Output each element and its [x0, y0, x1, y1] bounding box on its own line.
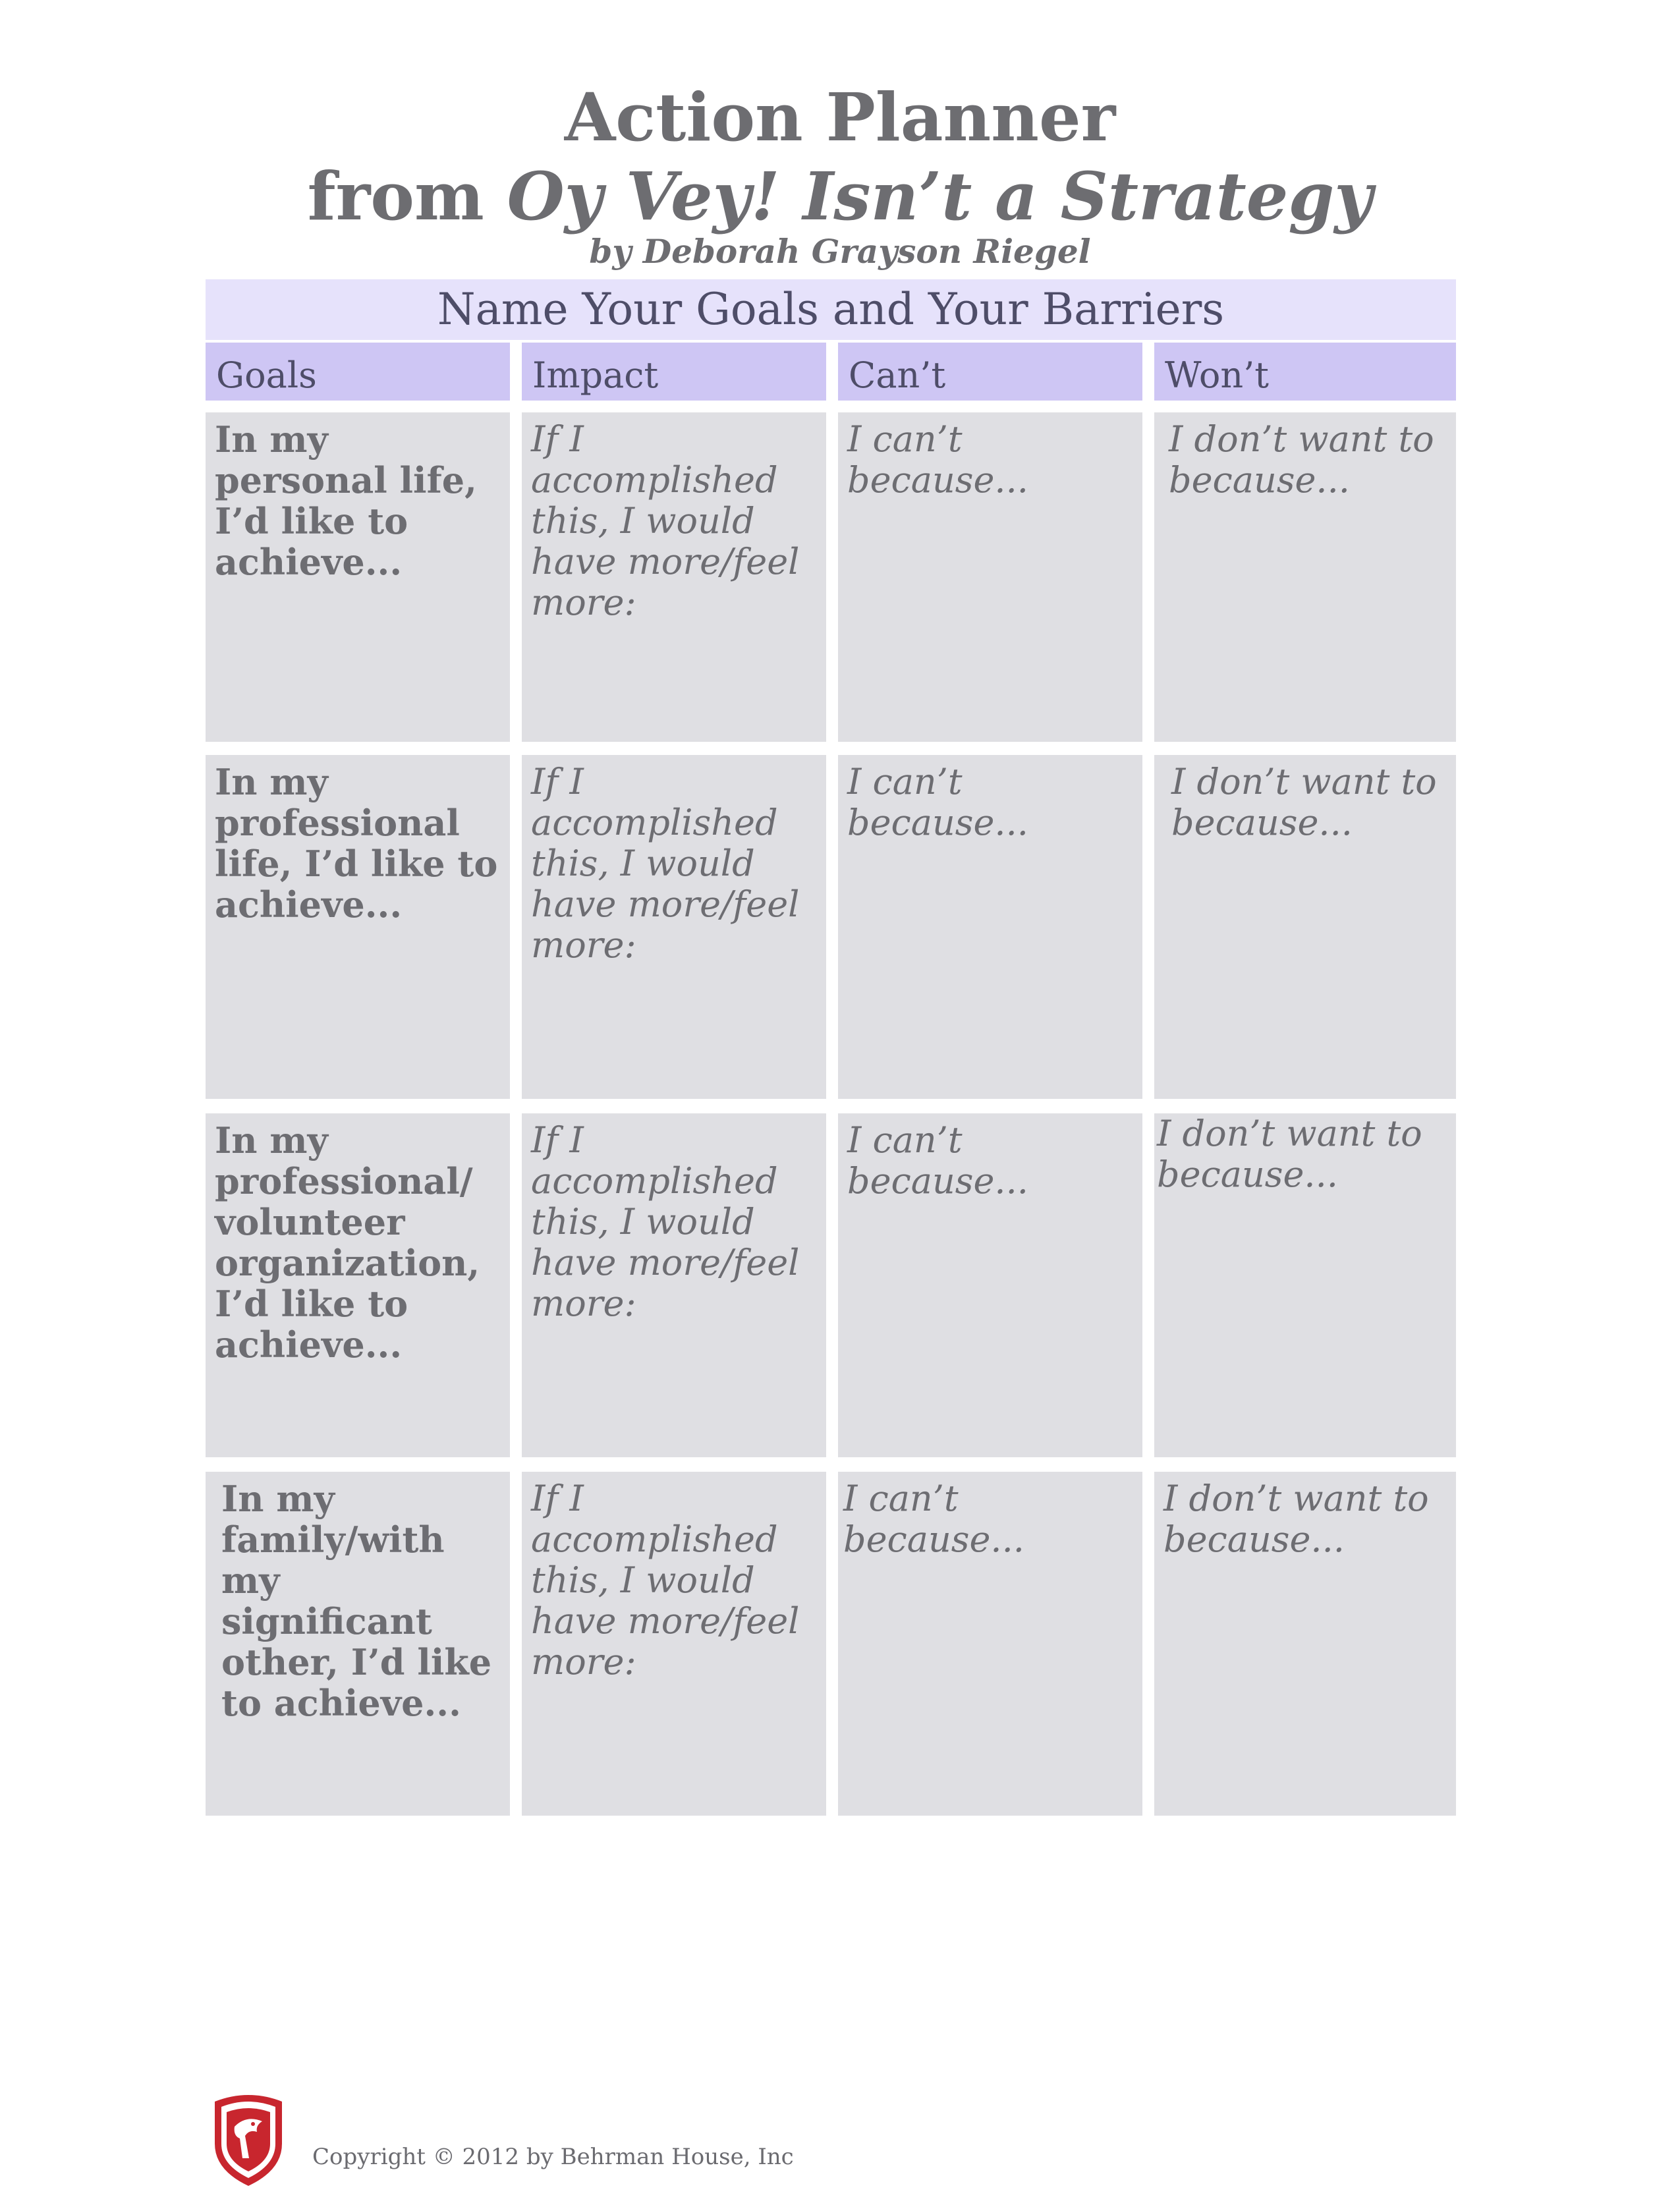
cant-cell[interactable]: I can’t because... [838, 1113, 1142, 1457]
column-header-goals: Goals [206, 343, 510, 401]
goal-cell[interactable]: In my professional life, I’d like to achieve... [206, 755, 510, 1099]
cant-cell[interactable]: I can’t because... [838, 1472, 1142, 1816]
subtitle-prefix: from [307, 157, 507, 235]
impact-cell[interactable]: If I accomplished this, I would have more/feel more: [522, 755, 826, 1099]
page-title: Action Planner [564, 78, 1116, 156]
goal-cell[interactable]: In my personal life, I’d like to achieve... [206, 412, 510, 742]
section-banner: Name Your Goals and Your Barriers [206, 279, 1456, 340]
wont-cell[interactable]: I don’t want to because... [1154, 1472, 1456, 1816]
wont-cell[interactable]: I don’t want to because... [1154, 755, 1456, 1099]
column-header-impact: Impact [522, 343, 826, 401]
goal-cell[interactable]: In my family/with my significant other, I’d like to achieve... [206, 1472, 510, 1816]
impact-cell[interactable]: If I accomplished this, I would have more/feel more: [522, 412, 826, 742]
shield-eagle-icon [210, 2092, 287, 2189]
wont-cell[interactable]: I don’t want to because... [1154, 412, 1456, 742]
byline: by Deborah Grayson Riegel [589, 232, 1091, 271]
column-header-cant: Can’t [838, 343, 1142, 401]
impact-cell[interactable]: If I accomplished this, I would have more/feel more: [522, 1472, 826, 1816]
cant-cell[interactable]: I can’t because... [838, 412, 1142, 742]
goal-cell[interactable]: In my professional/ volunteer organization, I’d like to achieve... [206, 1113, 510, 1457]
book-title: Oy Vey! Isn’t a Strategy [507, 157, 1373, 235]
impact-cell[interactable]: If I accomplished this, I would have more/feel more: [522, 1113, 826, 1457]
wont-cell[interactable]: I don’t want to because... [1154, 1113, 1456, 1457]
copyright-notice: Copyright © 2012 by Behrman House, Inc [312, 2144, 794, 2170]
cant-cell[interactable]: I can’t because... [838, 755, 1142, 1099]
page-subtitle [0, 157, 1680, 236]
column-header-wont: Won’t [1154, 343, 1456, 401]
